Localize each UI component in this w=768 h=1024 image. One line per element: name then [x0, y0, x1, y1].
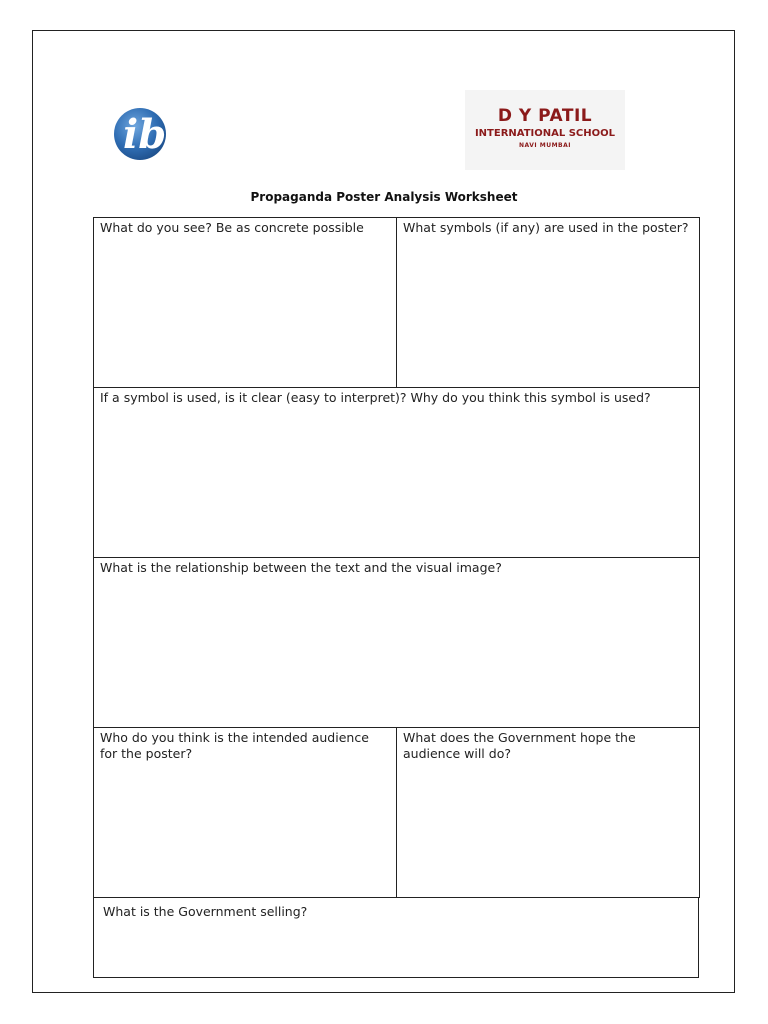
ib-logo-text: ib	[123, 111, 167, 158]
question-text-image-relationship[interactable]	[93, 557, 700, 728]
question-intended-audience[interactable]	[93, 727, 397, 898]
question-government-hope[interactable]	[396, 727, 700, 898]
school-name: D Y PATIL	[497, 106, 593, 126]
question-symbol-clarity[interactable]	[93, 387, 700, 558]
question-label: What is the relationship between the text and the visual image?	[100, 560, 502, 575]
question-label: What symbols (if any) are used in the poster?	[403, 220, 689, 235]
question-what-do-you-see[interactable]	[93, 217, 397, 388]
question-label: What is the Government selling?	[103, 904, 308, 919]
ib-logo	[96, 90, 182, 170]
question-government-selling[interactable]	[93, 897, 699, 978]
question-label: What does the Government hope the audience will do?	[403, 730, 636, 761]
school-type: INTERNATIONAL SCHOOL	[474, 128, 616, 139]
worksheet-title: Propaganda Poster Analysis Worksheet	[250, 190, 518, 204]
ib-logo-icon	[96, 90, 182, 170]
school-city: NAVI MUMBAI	[519, 142, 571, 149]
question-label: Who do you think is the intended audience for the poster?	[100, 730, 369, 761]
question-label: What do you see? Be as concrete possible	[100, 220, 364, 235]
school-logo	[465, 90, 625, 170]
question-label: If a symbol is used, is it clear (easy to interpret)? Why do you think this symbol is used?	[100, 390, 651, 405]
question-symbols-used[interactable]	[396, 217, 700, 388]
